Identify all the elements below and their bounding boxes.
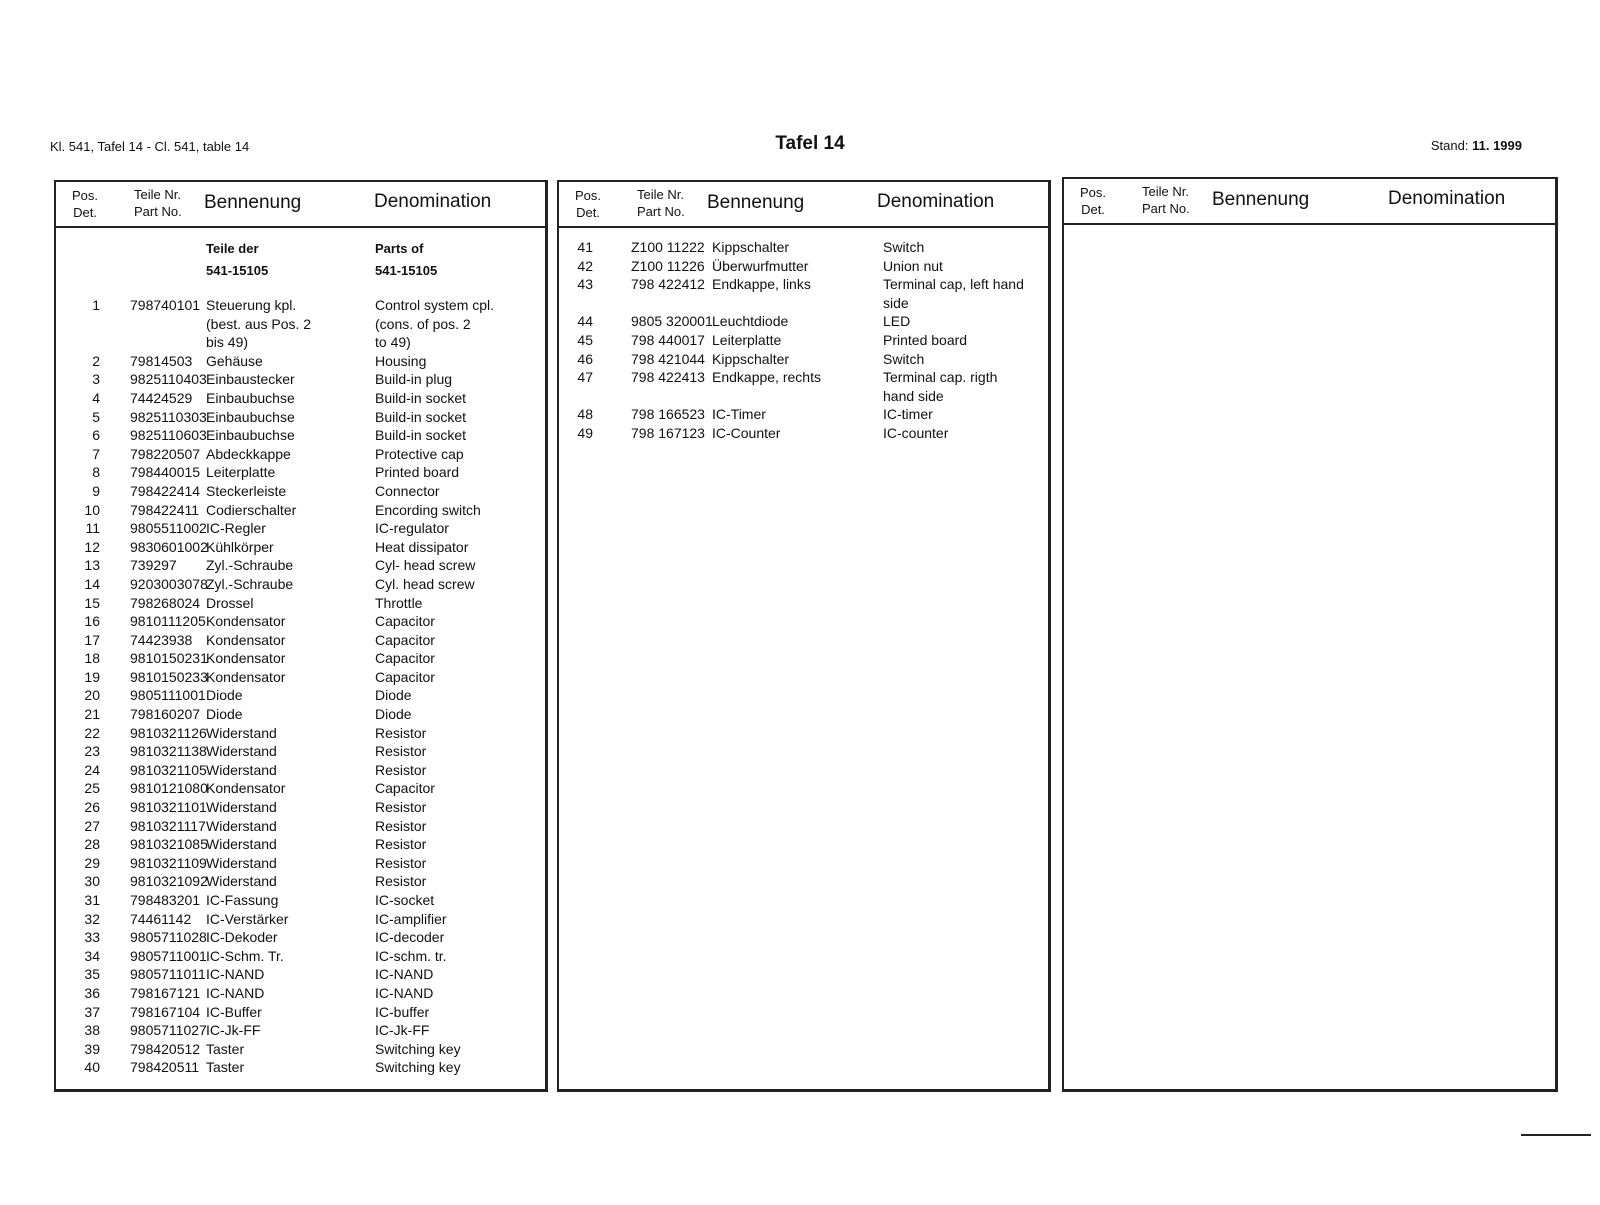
table-row [56,742,545,761]
bennenung-cell: Kondensator [206,631,286,648]
part-number-cell: 798420512 [130,1040,201,1057]
denomination-cell: Cyl- head screw [375,557,476,574]
table-row [56,835,545,854]
pos-cell: 7 [92,445,100,462]
part-number-cell: 9810321109 [130,854,207,871]
pos-cell: 47 [577,369,593,386]
parts-table-panel-1 [54,180,548,1092]
table-row [56,724,545,743]
parts-list [559,238,1048,443]
part-number-cell: 9810321126 [130,724,207,741]
pos-cell: 9 [92,482,100,499]
denomination-cell: IC-decoder [375,929,445,946]
col-bennenung-header: Bennenung [707,192,805,213]
bennenung-cell: Kondensator [206,780,286,797]
pos-cell: 32 [84,910,100,927]
col-teile-label: Teile Nr. [637,187,684,202]
col-det-label: Det. [73,205,97,220]
pos-cell: 46 [577,350,593,367]
col-denomination-header: Denomination [374,191,492,212]
pos-cell: 38 [84,1022,100,1039]
col-teile-label: Teile Nr. [134,187,181,202]
part-number-cell: 79814503 [130,352,193,369]
pos-cell: 21 [84,706,100,723]
denomination-cell: Terminal cap. rigth hand side [883,369,998,404]
pos-cell: 22 [84,724,100,741]
part-number-cell: 74424529 [130,389,193,406]
denomination-cell: Connector [375,482,440,499]
col-partno-label: Part No. [1142,201,1190,216]
pos-cell: 42 [577,257,593,274]
denomination-cell: Build-in socket [375,408,467,425]
denomination-cell: Build-in plug [375,371,453,388]
denomination-cell: Build-in socket [375,389,467,406]
denomination-cell: Resistor [375,836,427,853]
part-number-cell: 798 422413 [631,369,705,386]
table-row [56,761,545,780]
table-row [56,705,545,724]
denomination-cell: Switch [883,239,925,255]
part-number-cell: 9805711011 [130,966,206,983]
bennenung-cell: Widerstand [206,817,277,834]
pos-cell: 17 [84,631,100,648]
part-number-cell: 9805711027 [130,1022,207,1039]
pos-cell: 49 [577,424,593,441]
bennenung-cell: Steuerung kpl. (best. aus Pos. 2 bis 49) [206,297,312,351]
part-number-cell: 9810321085 [130,836,208,853]
bennenung-cell: Endkappe, rechts [712,369,821,386]
pos-cell: 48 [577,406,593,423]
denomination-cell: Capacitor [375,780,435,797]
pos-cell: 36 [84,984,100,1001]
part-number-cell: 9825110403 [130,371,207,388]
table-row [56,370,545,389]
denomination-cell: Switching key [375,1040,461,1057]
col-pos-label: Pos. [71,188,98,203]
table-row [56,408,545,427]
table-row [56,594,545,613]
part-number-cell: 9825110603 [130,427,207,444]
pos-cell: 19 [84,668,100,685]
bennenung-cell: Kippschalter [712,239,790,255]
denomination-cell: Heat dissipator [375,538,469,555]
table-row [56,686,545,705]
page-title: Tafel 14 [775,133,845,154]
pos-cell: 2 [92,352,100,369]
bennenung-cell: IC-Schm. Tr. [206,947,284,964]
pos-cell: 15 [84,594,100,611]
denomination-cell: Control system cpl. (cons. of pos. 2 to 49) [375,297,495,351]
denomination-cell: Cyl. head screw [375,575,475,592]
part-number-cell: 9810321138 [130,743,207,760]
parts-list [56,238,545,1077]
part-number-cell: 9810321105 [130,761,207,778]
table-row [559,350,1048,369]
col-denomination-header: Denomination [877,191,995,212]
document-header-left: Kl. 541, Tafel 14 - Cl. 541, table 14 [50,139,250,154]
document-header-right [1431,138,1522,153]
column-header [56,182,545,228]
pos-cell: 30 [84,873,100,890]
part-number-cell: 798160207 [130,706,201,723]
col-pos-header [1078,184,1108,218]
denomination-cell: IC-timer [883,406,933,423]
pos-cell: 13 [84,557,100,574]
parts-table-panel-3 [1062,177,1558,1092]
pos-cell: 45 [577,331,593,348]
pos-cell: 14 [84,575,100,592]
pos-cell: 24 [84,761,100,778]
bennenung-cell: IC-Dekoder [206,929,278,946]
pos-cell: 40 [84,1059,100,1076]
pos-cell: 20 [84,687,100,704]
denomination-cell: Resistor [375,854,427,871]
pos-cell: 25 [84,780,100,797]
denomination-cell: Resistor [375,799,427,816]
bennenung-cell: Einbaubuchse [206,427,295,444]
table-row [56,910,545,929]
bennenung-cell: Widerstand [206,873,277,890]
denomination-cell: IC-NAND [375,984,434,1001]
part-number-cell: 798167121 [130,984,201,1001]
col-det-label: Det. [576,205,600,220]
pos-cell: 5 [92,408,100,425]
table-row [56,519,545,538]
denomination-cell: IC-buffer [375,1003,430,1020]
table-row [56,556,545,575]
table-row [56,482,545,501]
table-row [56,854,545,873]
part-number-cell: 9825110303 [130,408,207,425]
parts-table-panel-2 [557,180,1051,1092]
table-row [56,947,545,966]
column-header [559,182,1048,228]
part-number-cell: 9805711028 [130,929,207,946]
pos-cell: 4 [92,389,100,406]
pos-cell: 33 [84,929,100,946]
table-row [56,352,545,371]
bennenung-cell: IC-Verstärker [206,910,289,927]
table-row [559,312,1048,331]
bennenung-cell: Widerstand [206,761,277,778]
denomination-cell: Capacitor [375,650,435,667]
part-number-cell: 9810150231 [130,650,208,667]
bennenung-cell: Leuchtdiode [712,313,789,330]
bennenung-cell: Abdeckkappe [206,445,291,462]
bennenung-cell: Steckerleiste [206,482,287,499]
pos-cell: 26 [84,799,100,816]
pos-cell: 18 [84,650,100,667]
title-ben-2: 541-15105 [206,263,269,278]
col-pos-header [573,187,603,221]
part-number-cell: 798 421044 [631,350,705,367]
part-number-cell: 9805111001 [130,687,206,704]
pos-cell: 8 [92,464,100,481]
bennenung-cell: Zyl.-Schraube [206,557,294,574]
col-bennenung-header: Bennenung [204,192,302,213]
denomination-cell: Resistor [375,743,427,760]
table-row [56,668,545,687]
table-row [56,817,545,836]
part-number-cell: 798740101 [130,297,201,313]
table-row [559,238,1048,257]
part-number-cell: 74423938 [130,631,193,648]
table-row [56,965,545,984]
col-det-label: Det. [1081,202,1105,217]
col-pos-label: Pos. [574,188,601,203]
stand-date: 11. 1999 [1472,138,1522,153]
table-row [559,368,1048,405]
denomination-cell: IC-Jk-FF [375,1022,430,1039]
denomination-cell: Terminal cap, left hand side [883,276,1024,311]
bennenung-cell: Kondensator [206,613,286,630]
denomination-cell: IC-amplifier [375,910,447,927]
title-ben-1: Teile der [206,241,259,256]
col-teile-label: Teile Nr. [1142,184,1189,199]
denomination-cell: IC-NAND [375,966,434,983]
bennenung-cell: Widerstand [206,854,277,871]
title-den-1: Parts of [375,241,424,256]
table-row [56,1040,545,1059]
col-part-header [134,186,182,220]
bennenung-cell: Einbaubuchse [206,389,295,406]
denomination-cell: Capacitor [375,613,435,630]
col-pos-header [70,187,100,221]
bennenung-cell: Widerstand [206,743,277,760]
table-row [56,872,545,891]
part-number-cell: 74461142 [130,910,192,927]
denomination-cell: Union nut [883,257,943,274]
table-row [56,1058,545,1077]
part-number-cell: 798483201 [130,892,201,909]
bennenung-cell: Leiterplatte [712,331,782,348]
table-row [56,463,545,482]
pos-cell: 27 [84,817,100,834]
denomination-cell: Capacitor [375,631,435,648]
pos-cell: 23 [84,743,100,760]
part-number-cell: 9830601002 [130,538,208,555]
table-row [559,331,1048,350]
denomination-cell: Diode [375,706,412,723]
part-number-cell: 798422411 [130,501,200,518]
denomination-cell: Encording switch [375,501,481,518]
part-number-cell: 9810321101 [130,799,207,816]
part-number-cell: 798167104 [130,1003,201,1020]
part-number-cell: 798420511 [130,1059,200,1076]
part-number-cell: Z100 11226 [631,257,705,274]
table-row [56,426,545,445]
table-row [56,538,545,557]
col-part-header [1142,183,1190,217]
table-row [56,296,545,352]
pos-cell: 16 [84,613,100,630]
col-bennenung-header: Bennenung [1212,189,1310,210]
bennenung-cell: IC-Timer [712,406,766,423]
part-number-cell: 798 166523 [631,406,705,423]
table-row [56,1021,545,1040]
bennenung-cell: Einbaustecker [206,371,295,388]
bennenung-cell: Diode [206,687,243,704]
part-number-cell: 9805511002 [130,520,207,537]
bennenung-cell: IC-NAND [206,984,265,1001]
bennenung-cell: Kondensator [206,650,286,667]
pos-cell: 41 [577,239,593,255]
part-number-cell: 798422414 [130,482,201,499]
bennenung-cell: IC-Regler [206,520,266,537]
table-row [56,575,545,594]
denomination-cell: Switching key [375,1059,461,1076]
part-number-cell: 9810150233 [130,668,208,685]
pos-cell: 44 [577,313,593,330]
bennenung-cell: Taster [206,1040,245,1057]
pos-cell: 34 [84,947,100,964]
denomination-cell: Resistor [375,817,427,834]
table-row [56,501,545,520]
page-corner-rule [1521,1134,1591,1136]
pos-cell: 3 [92,371,100,388]
bennenung-cell: IC-Fassung [206,892,279,909]
table-title-row [56,238,545,260]
denomination-cell: Build-in socket [375,427,467,444]
bennenung-cell: Widerstand [206,799,277,816]
bennenung-cell: Drossel [206,594,254,611]
pos-cell: 29 [84,854,100,871]
pos-cell: 10 [84,501,100,518]
denomination-cell: Protective cap [375,445,464,462]
col-pos-label: Pos. [1079,185,1106,200]
denomination-cell: IC-counter [883,424,949,441]
table-row [56,631,545,650]
denomination-cell: Capacitor [375,668,435,685]
pos-cell: 11 [85,520,100,537]
part-number-cell: 798 167123 [631,424,705,441]
pos-cell: 31 [84,892,100,909]
table-row [56,1003,545,1022]
part-number-cell: 9805711001 [130,947,207,964]
table-row [56,984,545,1003]
table-title-row [56,260,545,282]
pos-cell: 12 [84,538,100,555]
table-row [559,257,1048,276]
bennenung-cell: IC-Jk-FF [206,1022,261,1039]
denomination-cell: LED [883,313,911,330]
bennenung-cell: Widerstand [206,836,277,853]
table-row [559,405,1048,424]
table-row [56,891,545,910]
pos-cell: 35 [84,966,100,983]
bennenung-cell: IC-Buffer [206,1003,262,1020]
pos-cell: 39 [84,1040,100,1057]
table-row [56,779,545,798]
table-row [56,445,545,464]
bennenung-cell: Kippschalter [712,350,790,367]
denomination-cell: Printed board [883,331,968,348]
bennenung-cell: Zyl.-Schraube [206,575,294,592]
bennenung-cell: Endkappe, links [712,276,811,293]
denomination-cell: Resistor [375,761,427,778]
table-row [559,275,1048,312]
part-number-cell: 798268024 [130,594,201,611]
bennenung-cell: Kühlkörper [206,538,274,555]
table-row [56,798,545,817]
denomination-cell: Switch [883,350,925,367]
bennenung-cell: Taster [206,1059,245,1076]
part-number-cell: 798 440017 [631,331,705,348]
pos-cell: 1 [92,297,100,313]
part-number-cell: 9805 320001 [631,313,713,330]
table-row [56,389,545,408]
pos-cell: 43 [577,276,593,293]
part-number-cell: 739297 [130,557,177,574]
col-denomination-header: Denomination [1388,188,1506,209]
part-number-cell: 798 422412 [631,276,705,293]
part-number-cell: 9810111205 [130,613,206,630]
title-den-2: 541-15105 [375,263,438,278]
bennenung-cell: Diode [206,706,243,723]
part-number-cell: 9810121080 [130,780,208,797]
denomination-cell: Printed board [375,464,460,481]
denomination-cell: Resistor [375,873,427,890]
bennenung-cell: Überwurfmutter [712,257,809,274]
denomination-cell: Resistor [375,724,427,741]
table-row [559,424,1048,443]
denomination-cell: Housing [375,352,427,369]
pos-cell: 6 [92,427,100,444]
table-row [56,649,545,668]
bennenung-cell: Einbaubuchse [206,408,295,425]
part-number-cell: Z100 11222 [631,239,705,255]
col-partno-label: Part No. [134,204,182,219]
col-part-header [637,186,685,220]
table-row [56,612,545,631]
bennenung-cell: Codierschalter [206,501,297,518]
part-number-cell: 9810321092 [130,873,208,890]
bennenung-cell: Kondensator [206,668,286,685]
col-partno-label: Part No. [637,204,685,219]
bennenung-cell: IC-Counter [712,424,781,441]
pos-cell: 28 [84,836,100,853]
part-number-cell: 9203003078 [130,575,208,592]
denomination-cell: Diode [375,687,412,704]
denomination-cell: IC-schm. tr. [375,947,447,964]
bennenung-cell: Widerstand [206,724,277,741]
pos-cell: 37 [84,1003,100,1020]
stand-label: Stand: [1430,138,1469,153]
column-header [1064,179,1555,225]
bennenung-cell: Leiterplatte [206,464,276,481]
part-number-cell: 9810321117 [130,817,206,834]
part-number-cell: 798440015 [130,464,201,481]
bennenung-cell: IC-NAND [206,966,265,983]
part-number-cell: 798220507 [130,445,201,462]
denomination-cell: IC-socket [375,892,435,909]
bennenung-cell: Gehäuse [206,352,263,369]
denomination-cell: IC-regulator [375,520,449,537]
table-row [56,928,545,947]
denomination-cell: Throttle [375,594,423,611]
